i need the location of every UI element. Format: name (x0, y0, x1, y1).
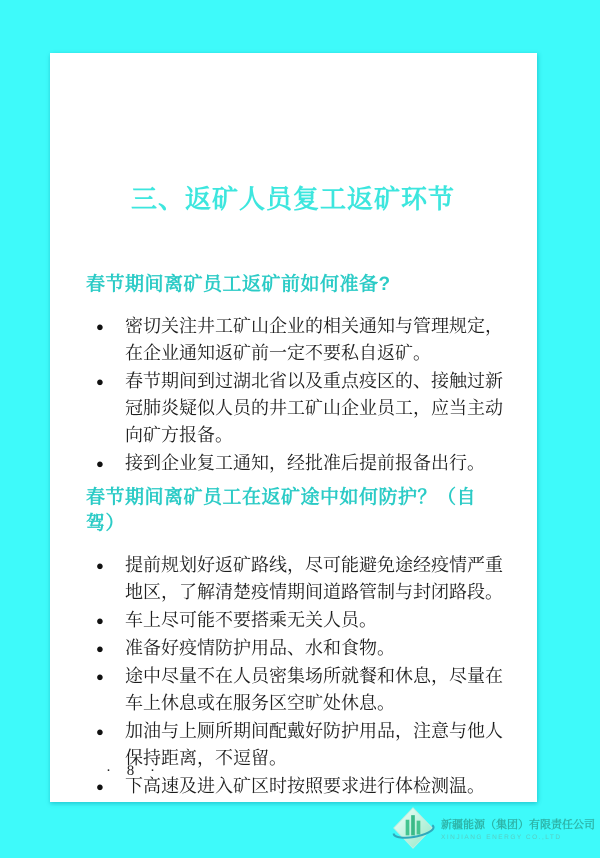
section-heading-preparation: 春节期间离矿员工返矿前如何准备? (86, 274, 391, 295)
bullet-icon: ● (96, 641, 104, 656)
company-text-block (441, 816, 595, 841)
bullet-icon: ● (96, 724, 104, 739)
list-item (86, 663, 503, 717)
company-name-en: XINJIANG ENERGY CO.,LTD (441, 833, 562, 841)
page-title: 三、返矿人员复工返矿环节 (130, 185, 455, 214)
bullet-icon: ● (96, 456, 104, 471)
company-name: 新疆能源（集团）有限责任公司 (441, 818, 595, 831)
list-item (86, 552, 503, 606)
bullet-icon: ● (96, 779, 104, 794)
bullet-text: 准备好疫情防护用品、水和食物。 (125, 638, 395, 658)
list-item (86, 607, 500, 634)
bullet-icon: ● (96, 319, 104, 334)
bullet-icon: ● (96, 374, 104, 389)
company-logo-icon (391, 805, 435, 851)
company-logo-block (391, 802, 593, 854)
list-item (86, 635, 500, 662)
bullet-text: 加油与上厕所期间配戴好防护用品，注意与他人保持距离，不逗留。 (125, 721, 503, 768)
bullet-text: 接到企业复工通知，经批准后提前报备出行。 (125, 453, 485, 473)
bullet-text: 提前规划好返矿路线，尽可能避免途经疫情严重地区，了解清楚疫情期间道路管制与封闭路段。 (125, 555, 503, 602)
bullet-text: 春节期间到过湖北省以及重点疫区的、接触过新冠肺炎疑似人员的井工矿山企业员工，应当主动向矿方报备。 (125, 371, 503, 445)
section-travel-protection (86, 485, 503, 800)
bullet-text: 车上尽可能不要搭乘无关人员。 (125, 610, 377, 630)
bullet-list-preparation (86, 313, 503, 477)
section-heading-travel-protection: 春节期间离矿员工在返矿途中如何防护？（自驾） (86, 487, 477, 534)
bullet-text: 密切关注井工矿山企业的相关通知与管理规定，在企业通知返矿前一定不要私自返矿。 (125, 316, 503, 363)
bullet-icon: ● (96, 669, 104, 684)
list-item (86, 313, 503, 367)
bullet-icon: ● (96, 558, 104, 573)
list-item (86, 450, 500, 477)
section-preparation (86, 272, 503, 477)
document-content-card (50, 53, 537, 802)
list-item (86, 368, 503, 449)
bullet-icon: ● (96, 613, 104, 628)
bullet-text: 途中尽量不在人员密集场所就餐和休息，尽量在车上休息或在服务区空旷处休息。 (125, 666, 503, 713)
page-number: · 8 · (106, 763, 161, 779)
bullet-text: 下高速及进入矿区时按照要求进行体检测温。 (125, 776, 485, 796)
